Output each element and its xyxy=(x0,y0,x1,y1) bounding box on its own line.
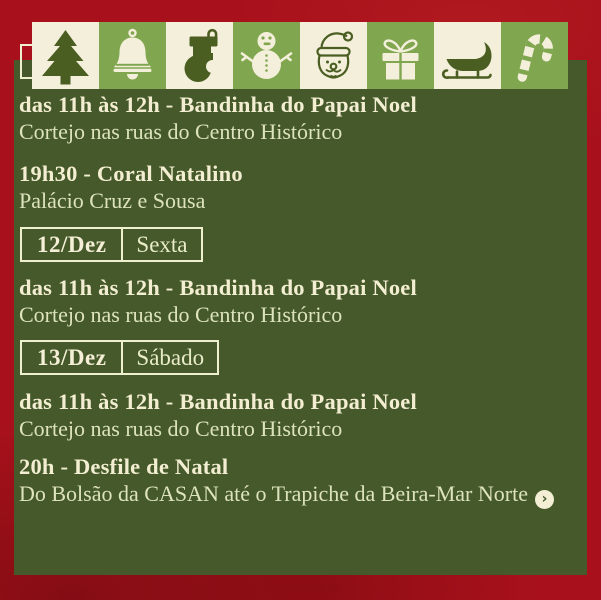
event-location: Palácio Cruz e Sousa xyxy=(19,188,206,213)
event-title: 20h - Desfile de Natal xyxy=(19,454,229,479)
event-location: Cortejo nas ruas do Centro Histórico xyxy=(19,302,343,327)
date-box-13-dez xyxy=(20,340,219,375)
sleigh-icon xyxy=(434,22,501,89)
event-title: das 11h às 12h - Bandinha do Papai Noel xyxy=(19,92,417,117)
santa-icon xyxy=(300,22,367,89)
date-label: 13/Dez xyxy=(37,345,107,370)
candy-cane-icon xyxy=(501,22,568,89)
icon-banner xyxy=(32,22,568,89)
date-label: 12/Dez xyxy=(37,232,107,257)
christmas-tree-icon xyxy=(32,22,99,89)
event-location xyxy=(19,480,593,509)
event-location-text: Do Bolsão da CASAN até o Trapiche da Beira-Mar Norte xyxy=(19,481,528,506)
date-box-12-dez xyxy=(20,227,203,262)
event-title: das 11h às 12h - Bandinha do Papai Noel xyxy=(19,275,417,300)
event-location: Cortejo nas ruas do Centro Histórico xyxy=(19,119,343,144)
event-title: das 11h às 12h - Bandinha do Papai Noel xyxy=(19,389,417,414)
event-location: Cortejo nas ruas do Centro Histórico xyxy=(19,416,343,441)
next-arrow-glyph: › xyxy=(541,491,548,507)
weekday-label: Sábado xyxy=(121,342,217,373)
snowman-icon xyxy=(233,22,300,89)
bell-icon xyxy=(99,22,166,89)
gift-icon xyxy=(367,22,434,89)
stocking-icon xyxy=(166,22,233,89)
weekday-label: Sexta xyxy=(121,229,200,260)
event-title: 19h30 - Coral Natalino xyxy=(19,161,243,186)
next-arrow-icon[interactable] xyxy=(535,490,554,509)
